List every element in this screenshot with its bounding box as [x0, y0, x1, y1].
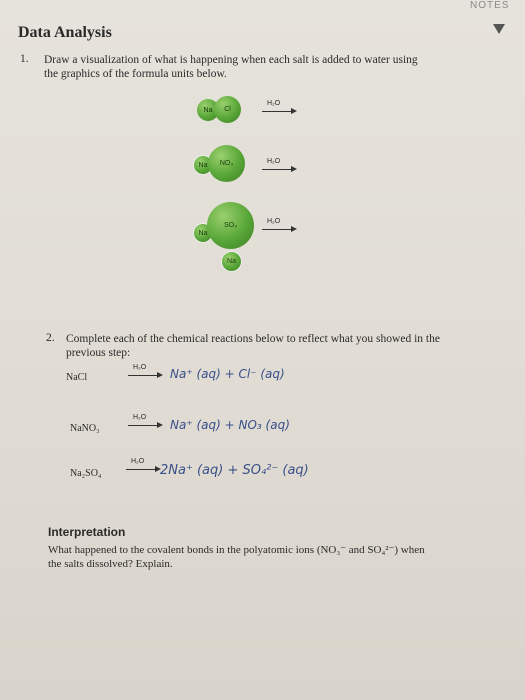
interpretation-line2: the salts dissolved? Explain.: [48, 558, 173, 570]
arrow-label: H₂O: [133, 364, 147, 371]
q1-number: 1.: [20, 53, 29, 65]
no3-ion-ball: [208, 145, 245, 182]
na-label: Na: [198, 229, 208, 237]
handwritten-answer: Na⁺ (aq) + NO₃ (aq): [170, 418, 290, 432]
interpretation-line1: What happened to the covalent bonds in the polyatomic ions (NO₃⁻ and SO₄²⁻) when: [48, 544, 425, 556]
q1-line1: Draw a visualization of what is happening when each salt is added to water using: [44, 54, 418, 66]
na-label: Na: [227, 258, 236, 265]
na-label: Na: [198, 161, 208, 169]
section-title: Data Analysis: [18, 24, 112, 41]
q2-number: 2.: [46, 332, 55, 344]
handwritten-answer: 2Na⁺ (aq) + SO₄²⁻ (aq): [160, 463, 309, 478]
so4-label: SO₄: [224, 222, 237, 229]
arrow-label: H₂O: [267, 218, 281, 225]
notes-label: NOTES: [470, 0, 510, 11]
cl-ion-ball: [214, 96, 241, 123]
cl-label: Cl: [224, 106, 231, 113]
reaction-salt: NaNO₃: [70, 423, 100, 434]
handwritten-answer: Na⁺ (aq) + Cl⁻ (aq): [170, 367, 285, 381]
reaction-salt: NaCl: [66, 372, 88, 383]
na-ion-ball: [221, 251, 242, 272]
interpretation-heading: Interpretation: [48, 525, 126, 539]
no3-label: NO₃: [219, 160, 234, 167]
arrow-label: H₂O: [267, 100, 281, 107]
triangle-down-icon: [493, 24, 505, 34]
q1-line2: the graphics of the formula units below.: [44, 68, 227, 80]
arrow-label: H₂O: [133, 414, 147, 421]
arrow-label: H₂O: [267, 158, 281, 165]
reaction-salt: Na₂SO₄: [70, 468, 102, 479]
so4-ion-ball: [207, 202, 254, 249]
na-label: Na: [203, 106, 213, 114]
arrow-label: H₂O: [131, 458, 145, 465]
q2-line1: Complete each of the chemical reactions below to reflect what you showed in the: [66, 333, 440, 345]
q2-line2: previous step:: [66, 347, 131, 359]
